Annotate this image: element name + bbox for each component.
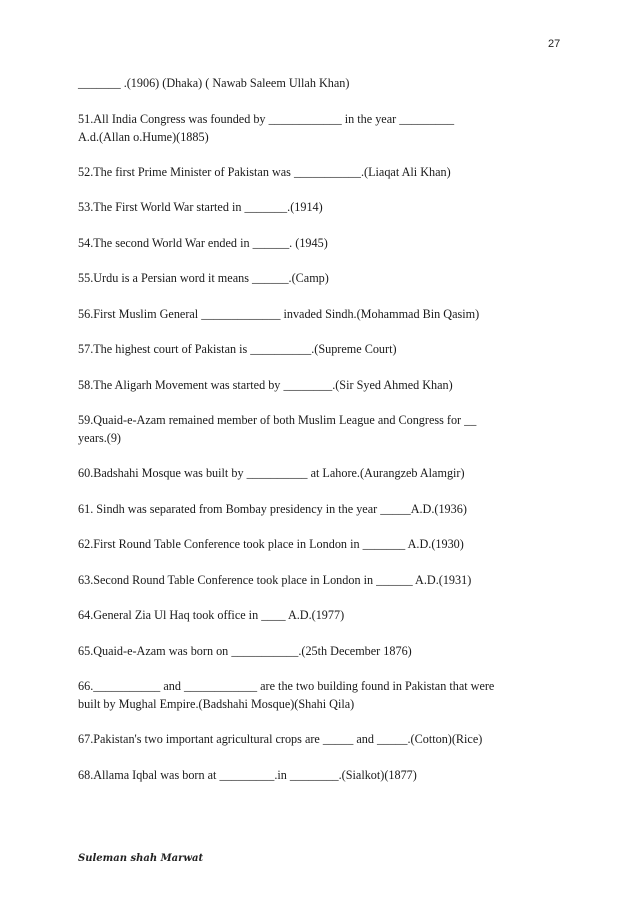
question-65: 65.Quaid-e-Azam was born on ___________.(25th December 1876) <box>78 643 412 658</box>
question-57: 57.The highest court of Pakistan is __________.(Supreme Court) <box>78 342 397 356</box>
question-68: 68.Allama Iqbal was born at _________.in ________.(Sialkot)(1877) <box>78 767 417 782</box>
footer-author-signature: Suleman shah Marwat <box>78 853 204 864</box>
question-52: 52.The first Prime Minister of Pakistan was ___________.(Liaqat Ali Khan) <box>78 164 451 179</box>
question-53: 53.The First World War started in _______.(1914) <box>78 200 323 214</box>
question-67: 67.Pakistan's two important agricultural crops are _____ and _____.(Cotton)(Rice) <box>78 732 483 746</box>
question-55: 55.Urdu is a Persian word it means ______.(Camp) <box>78 271 329 285</box>
question-64: 64.General Zia Ul Haq took office in ____ A.D.(1977) <box>78 608 345 622</box>
question-51: 51.All India Congress was founded by ____________ in the year _________ A.d.(Allan o.Hume)(1885) <box>78 111 455 144</box>
question-66: 66.___________ and ____________ are the two building found in Pakistan that were built by Mughal Empire.(Badshahi Mosque)(Shahi Qila) <box>78 679 495 711</box>
question-50-continued: _______ .(1906) (Dhaka) ( Nawab Saleem Ullah Khan) <box>78 76 350 90</box>
question-60: 60.Badshahi Mosque was built by __________ at Lahore.(Aurangzeb Alamgir) <box>78 466 465 480</box>
question-56: 56.First Muslim General _____________ invaded Sindh.(Mohammad Bin Qasim) <box>78 306 480 321</box>
question-63: 63.Second Round Table Conference took place in London in ______ A.D.(1931) <box>78 572 472 587</box>
question-61: 61. Sindh was separated from Bombay presidency in the year _____A.D.(1936) <box>78 501 467 516</box>
question-59: 59.Quaid-e-Azam remained member of both Muslim League and Congress for __ years.(9) <box>78 413 477 445</box>
question-list <box>78 74 563 801</box>
question-54: 54.The second World War ended in ______. (1945) <box>78 235 328 250</box>
question-58: 58.The Aligarh Movement was started by ________.(Sir Syed Ahmed Khan) <box>78 377 453 392</box>
question-62: 62.First Round Table Conference took place in London in _______ A.D.(1930) <box>78 537 464 551</box>
page-number: 27 <box>548 38 561 50</box>
